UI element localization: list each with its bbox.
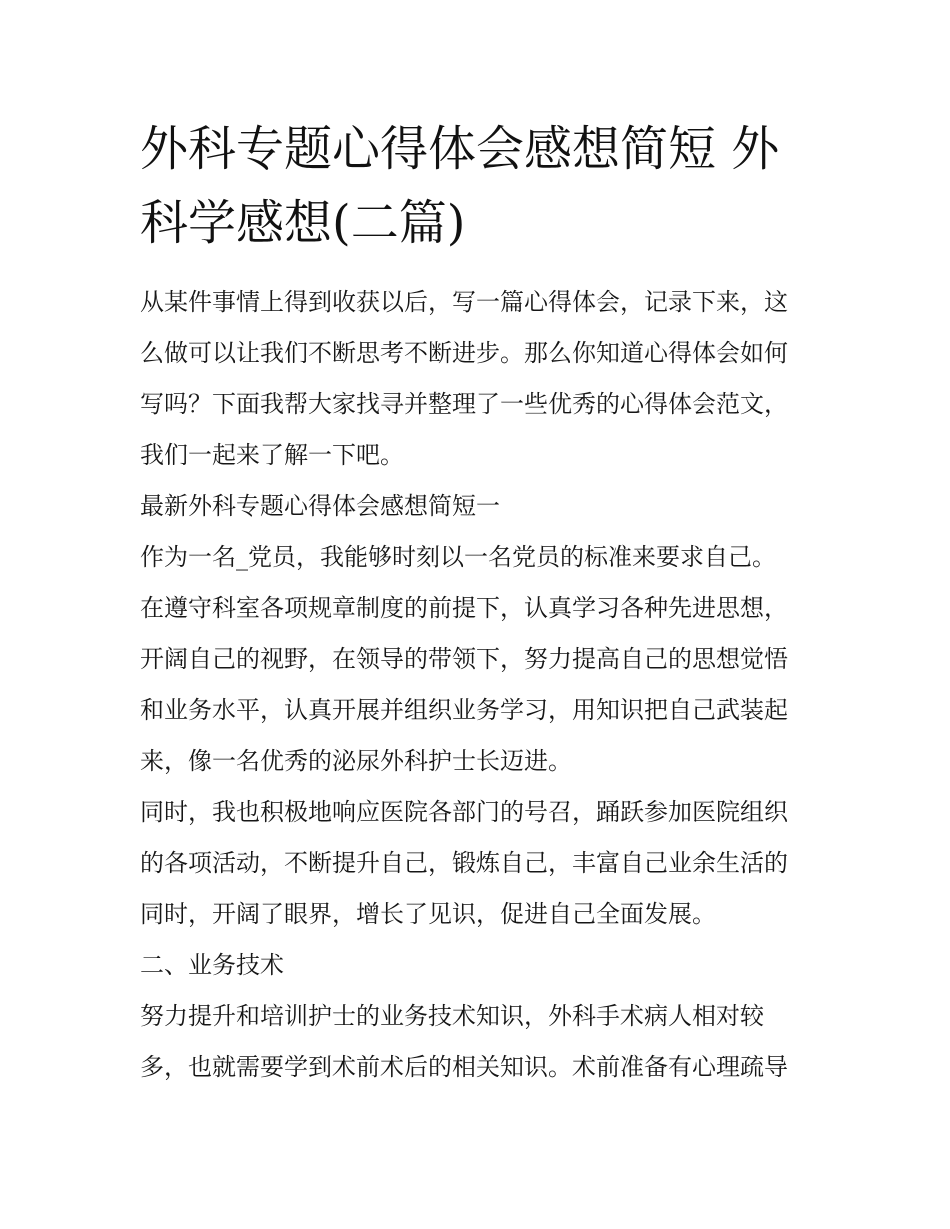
body-line: 从某件事情上得到收获以后，写一篇心得体会，记录下来，这 <box>140 288 788 316</box>
body-line: 来，像一名优秀的泌尿外科护士长迈进。 <box>140 747 572 775</box>
body-line: 同时，开阔了眼界，增长了见识，促进自己全面发展。 <box>140 900 716 928</box>
document-body <box>140 277 820 1093</box>
title-line: 科学感想(二篇) <box>140 195 466 251</box>
body-line: 多，也就需要学到术前术后的相关知识。术前准备有心理疏导 <box>140 1053 788 1081</box>
document-title <box>140 112 820 260</box>
body-line: 写吗？下面我帮大家找寻并整理了一些优秀的心得体会范文， <box>140 390 788 418</box>
body-line: 的各项活动，不断提升自己，锻炼自己，丰富自己业余生活的 <box>140 849 788 877</box>
section-heading: 最新外科专题心得体会感想简短一 <box>140 492 500 520</box>
body-line: 同时，我也积极地响应医院各部门的号召，踊跃参加医院组织 <box>140 798 788 826</box>
body-line: 和业务水平，认真开展并组织业务学习，用知识把自己武装起 <box>140 696 788 724</box>
body-line: 开阔自己的视野，在领导的带领下，努力提高自己的思想觉悟 <box>140 645 788 673</box>
document-content <box>140 112 820 1093</box>
body-line: 在遵守科室各项规章制度的前提下，认真学习各种先进思想， <box>140 594 788 622</box>
body-line: 我们一起来了解一下吧。 <box>140 441 404 469</box>
body-line: 作为一名_党员，我能够时刻以一名党员的标准来要求自己。 <box>140 543 776 571</box>
body-line: 努力提升和培训护士的业务技术知识，外科手术病人相对较 <box>140 1002 764 1030</box>
section-heading: 二、业务技术 <box>140 951 284 979</box>
title-line: 外科专题心得体会感想简短 外 <box>140 121 780 177</box>
body-line: 么做可以让我们不断思考不断进步。那么你知道心得体会如何 <box>140 339 788 367</box>
